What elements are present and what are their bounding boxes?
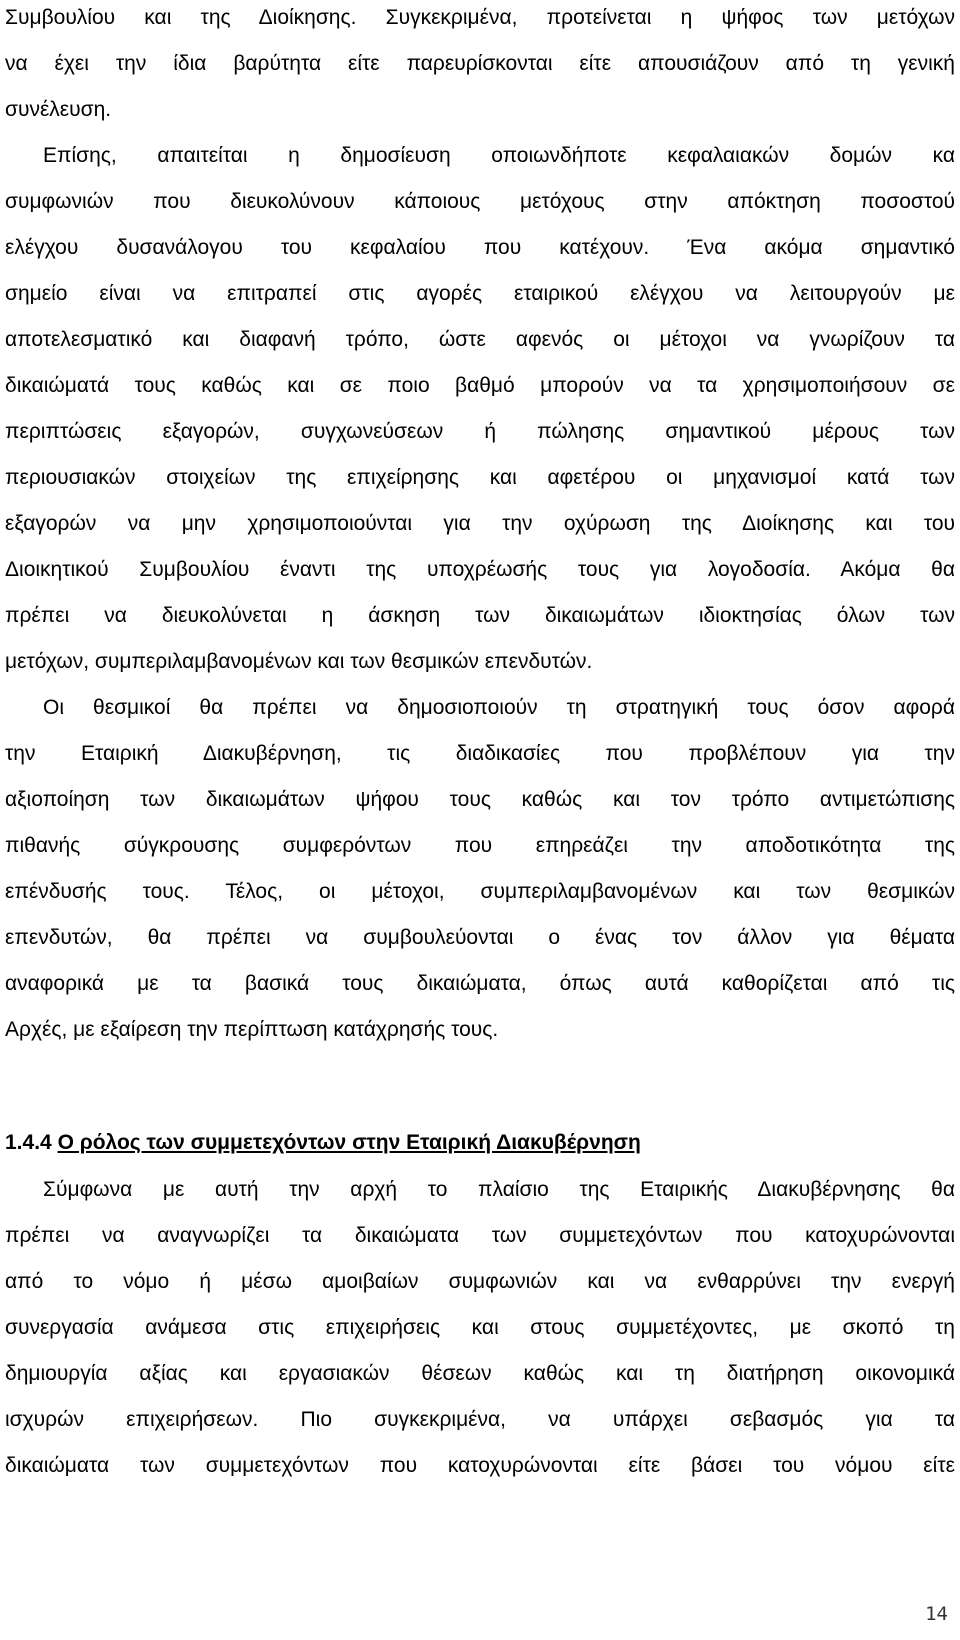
text-line: δικαιώματα των συμμετεχόντων που κατοχυρώνονται είτε βάσει του νόμου είτε [5,1454,955,1477]
text-line: από το νόμο ή μέσω αμοιβαίων συμφωνιών και να ενθαρρύνει την ενεργή [5,1270,955,1293]
text-line: ελέγχου δυσανάλογου του κεφαλαίου που κατέχουν. Ένα ακόμα σημαντικό [5,236,955,259]
section-number: 1.4.4 [5,1131,52,1154]
text-line: περιπτώσεις εξαγορών, συγχωνεύσεων ή πώλησης σημαντικού μέρους των [5,420,955,443]
text-line: πρέπει να αναγνωρίζει τα δικαιώματα των συμμετεχόντων που κατοχυρώνονται [5,1224,955,1247]
text-line: να έχει την ίδια βαρύτητα είτε παρευρίσκονται είτε απουσιάζουν από τη γενική [5,52,955,75]
text-line: μετόχων, συμπεριλαμβανομένων και των θεσμικών επενδυτών. [5,650,593,673]
text-line: πιθανής σύγκρουσης συμφερόντων που επηρεάζει την αποδοτικότητα της [5,834,955,857]
text-line: συνέλευση. [5,98,112,121]
text-line: την Εταιρική Διακυβέρνηση, τις διαδικασίες που προβλέπουν για την [5,742,955,765]
text-line: ισχυρών επιχειρήσεων. Πιο συγκεκριμένα, να υπάρχει σεβασμός για τα [5,1408,955,1431]
text-line: Αρχές, με εξαίρεση την περίπτωση κατάχρησής τους. [5,1018,499,1041]
text-line: σημείο είναι να επιτραπεί στις αγορές εταιρικού ελέγχου να λειτουργούν με [5,282,955,305]
text-line: Διοικητικού Συμβουλίου έναντι της υποχρέωσής τους για λογοδοσία. Ακόμα θα [5,558,955,581]
text-line: περιουσιακών στοιχείων της επιχείρησης και αφετέρου οι μηχανισμοί κατά των [5,466,955,489]
text-line: δικαιώματά τους καθώς και σε ποιο βαθμό μπορούν να τα χρησιμοποιήσουν σε [5,374,955,397]
text-line: επένδυσής τους. Τέλος, οι μέτοχοι, συμπεριλαμβανομένων και των θεσμικών [5,880,955,903]
text-line: δημιουργία αξίας και εργασιακών θέσεων καθώς και τη διατήρηση οικονομικά [5,1362,955,1385]
text-line: Επίσης, απαιτείται η δημοσίευση οποιωνδήποτε κεφαλαιακών δομών κα [43,144,955,167]
text-line: αποτελεσματικό και διαφανή τρόπο, ώστε αφενός οι μέτοχοι να γνωρίζουν τα [5,328,955,351]
text-line: Συμβουλίου και της Διοίκησης. Συγκεκριμένα, προτείνεται η ψήφος των μετόχων [5,6,955,29]
section-title: Ο ρόλος των συμμετεχόντων στην Εταιρική Διακυβέρνηση [57,1131,641,1154]
text-line: συμφωνιών που διευκολύνουν κάποιους μετόχους στην απόκτηση ποσοστού [5,190,955,213]
section-heading [5,1129,641,1157]
text-line: Οι θεσμικοί θα πρέπει να δημοσιοποιούν τη στρατηγική τους όσον αφορά [43,696,955,719]
text-line: συνεργασία ανάμεσα στις επιχειρήσεις και στους συμμετέχοντες, με σκοπό τη [5,1316,955,1339]
text-line: αναφορικά με τα βασικά τους δικαιώματα, όπως αυτά καθορίζεται από τις [5,972,955,995]
text-line: επενδυτών, θα πρέπει να συμβουλεύονται ο ένας τον άλλον για θέματα [5,926,955,949]
text-line: εξαγορών να μην χρησιμοποιούνται για την οχύρωση της Διοίκησης και του [5,512,955,535]
page-number: 14 [925,1603,948,1625]
text-line: Σύμφωνα με αυτή την αρχή το πλαίσιο της Εταιρικής Διακυβέρνησης θα [43,1178,955,1201]
text-line: πρέπει να διευκολύνεται η άσκηση των δικαιωμάτων ιδιοκτησίας όλων των [5,604,955,627]
text-line: αξιοποίηση των δικαιωμάτων ψήφου τους καθώς και τον τρόπο αντιμετώπισης [5,788,955,811]
